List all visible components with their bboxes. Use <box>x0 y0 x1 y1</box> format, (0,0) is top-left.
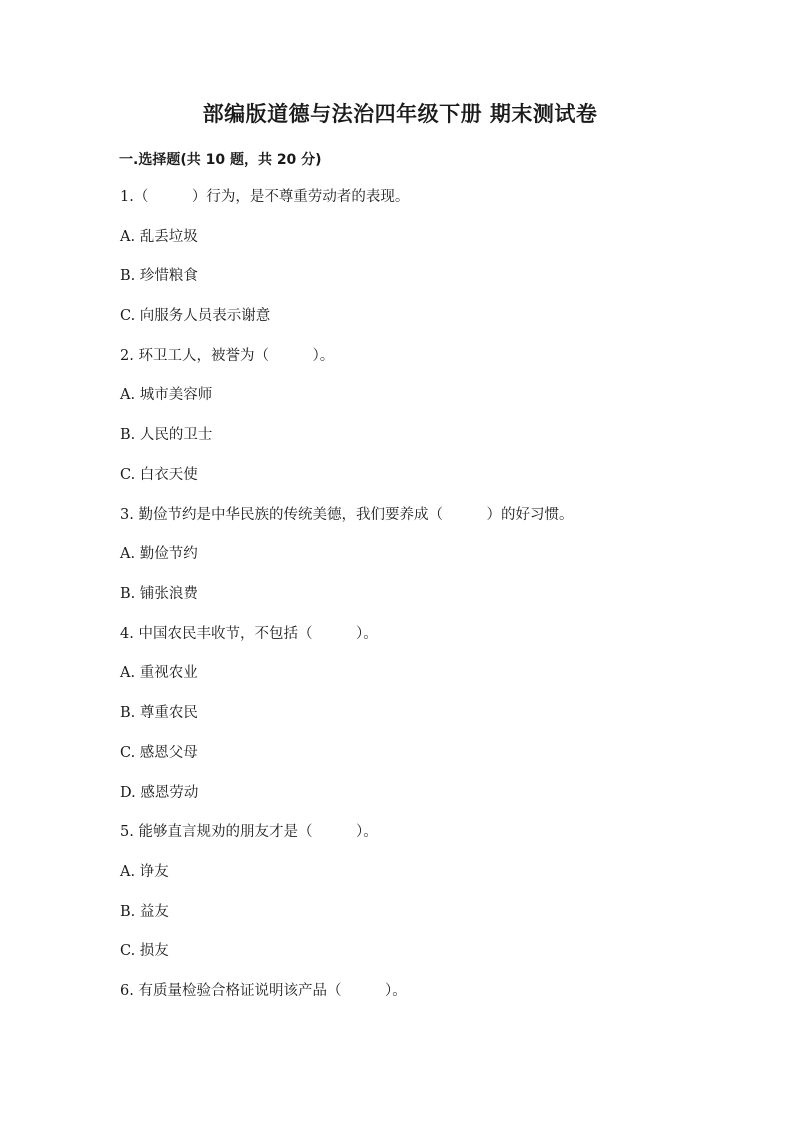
question-4-option-c: C. 感恩父母 <box>120 745 198 761</box>
question-4-option-d: D. 感恩劳动 <box>120 785 199 801</box>
question-1-stem: 1.（ ）行为，是不尊重劳动者的表现。 <box>120 189 410 205</box>
question-5-option-c: C. 损友 <box>120 943 169 959</box>
page-title: 部编版道德与法治四年级下册 期末测试卷 <box>202 101 598 126</box>
question-3-option-b: B. 铺张浪费 <box>120 586 198 602</box>
question-2-stem: 2. 环卫工人，被誉为（ ）。 <box>120 348 335 364</box>
question-3-option-a: A. 勤俭节约 <box>120 546 198 562</box>
question-6-stem: 6. 有质量检验合格证说明该产品（ ）。 <box>120 983 407 999</box>
question-2-option-a: A. 城市美容师 <box>120 387 213 403</box>
question-5-option-b: B. 益友 <box>120 904 169 920</box>
question-4-stem: 4. 中国农民丰收节，不包括（ ）。 <box>120 626 378 642</box>
question-2-option-b: B. 人民的卫士 <box>120 427 213 443</box>
question-4-option-b: B. 尊重农民 <box>120 705 198 721</box>
question-2-option-c: C. 白衣天使 <box>120 467 198 483</box>
question-1-option-c: C. 向服务人员表示谢意 <box>120 308 271 324</box>
question-3-stem: 3. 勤俭节约是中华民族的传统美德，我们要养成（ ）的好习惯。 <box>120 507 574 523</box>
question-5-stem: 5. 能够直言规劝的朋友才是（ ）。 <box>120 824 378 840</box>
section-heading: 一.选择题(共 10 题，共 20 分) <box>119 152 322 168</box>
question-1-option-a: A. 乱丢垃圾 <box>120 229 198 245</box>
question-4-option-a: A. 重视农业 <box>120 665 198 681</box>
question-1-option-b: B. 珍惜粮食 <box>120 268 198 284</box>
question-5-option-a: A. 诤友 <box>120 864 169 880</box>
